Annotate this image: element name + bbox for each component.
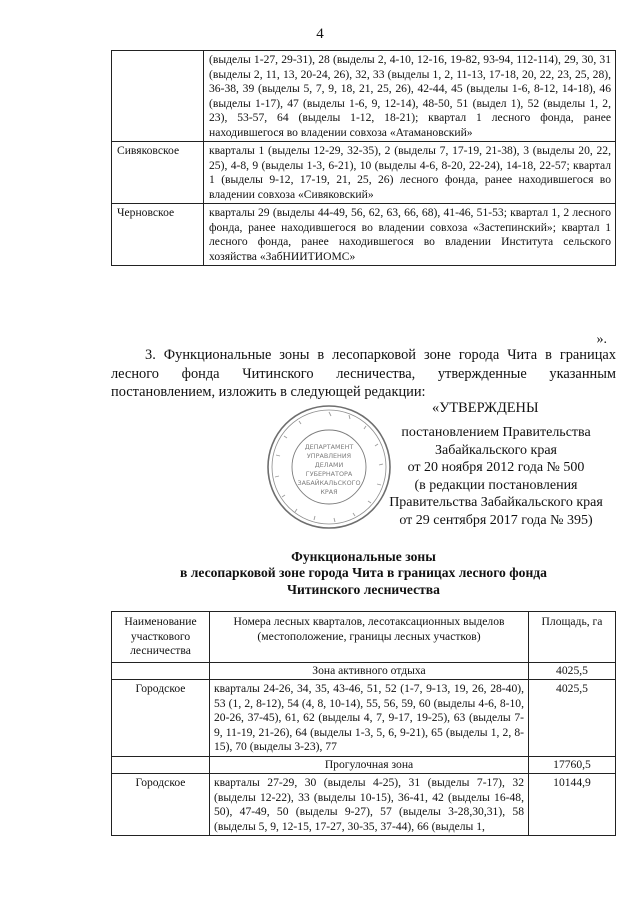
forestry-name-cell xyxy=(112,51,204,142)
amendment-paragraph: 3. Функциональные зоны в лесопарковой зоне города Чита в границах лесного фонда Читинского лесничества, утвержденные указанным постановлением, изложить в следующей редакции: xyxy=(111,347,616,400)
approval-line: постановлением Правительства xyxy=(401,425,591,440)
zone-heading-row xyxy=(112,662,616,680)
approval-line: Забайкальского края xyxy=(434,442,557,458)
zone-label: Зона активного отдыха xyxy=(210,662,529,680)
area-cell: 10144,9 xyxy=(529,774,616,836)
empty-cell xyxy=(112,662,210,680)
area-cell: 4025,5 xyxy=(529,680,616,757)
approval-line: Правительства Забайкальского края xyxy=(389,495,603,510)
column-header-quarters: Номера лесных кварталов, лесотаксационных выделов (местоположение, границы лесных участков) xyxy=(210,612,529,663)
zone-area: 17760,5 xyxy=(529,756,616,774)
table-row xyxy=(112,51,616,142)
zone-label: Прогулочная зона xyxy=(210,756,529,774)
title-line: в лесопарковой зоне города Чита в границах лесного фонда xyxy=(180,565,547,581)
column-header-area: Площадь, га xyxy=(529,612,616,663)
quarters-description-cell: (выделы 1-27, 29-31), 28 (выделы 2, 4-10, 12-16, 19-82, 93-94, 112-114), 29, 30, 31 (выделы 2, 11, 13, 20-24, 26), 32, 33 (выделы 1, 2, 11-13, 17-18, 20, 22, 23, 25, 28), 36-38, 39 (выделы 5, 7, 9, 18, 21, 25, 26), 42-44, 45 (выделы 1-6, 8-12, 14-18), 46 (выделы 1-17), 47 (выделы 1-6, 9, 12-14), 48-50, 51 (выдел 1), 52 (выделы 1, 2, 23), 53-57, 64 (выделы 1-12, 18-21); квартал 1 лесного фонда, ранее находившегося во владении совхоза «Атамановский» xyxy=(204,51,616,142)
continuation-table xyxy=(111,50,616,266)
seal-line: ДЕПАРТАМЕНТ xyxy=(304,443,354,451)
table-row xyxy=(112,142,616,204)
title-line: Читинского лесничества xyxy=(287,581,440,597)
table-row xyxy=(112,204,616,266)
forestry-name-cell: Сивяковское xyxy=(112,142,204,204)
quarters-description-cell: кварталы 29 (выделы 44-49, 56, 62, 63, 66, 68), 41-46, 51-53; квартал 1, 2 лесного фонда, ранее находившегося во владении совхоза «Застепинский»; квартал 1 лесного фонда, ранее находившегося во владении Института сельского хозяйства «ЗабНИИТИОМС» xyxy=(204,204,616,266)
page-number: 4 xyxy=(316,26,324,42)
table-header-row xyxy=(112,612,616,663)
quarters-description-cell: кварталы 27-29, 30 (выделы 4-25), 31 (выделы 7-17), 32 (выделы 12-22), 33 (выделы 10-15), 36-41, 42 (выделы 16-48, 50), 47-49, 50 (выделы 9-27), 57 (выделы 3-28,30,31), 58 (выделы 5, 9, 12-15, 17-27, 30-35, 37-44), 66 (выделы 1, xyxy=(210,774,529,836)
approval-line: (в редакции постановления xyxy=(414,477,578,493)
approval-line: от 20 ноября 2012 года № 500 xyxy=(407,460,585,475)
document-title xyxy=(111,549,616,598)
closing-quote: ». xyxy=(596,332,607,347)
zone-area: 4025,5 xyxy=(529,662,616,680)
quarters-description-cell: кварталы 1 (выделы 12-29, 32-35), 2 (выделы 7, 17-19, 21-38), 3 (выделы 20, 22, 25), 4-8, 9 (выделы 1-3, 6-21), 10 (выделы 4-6, 8-20, 22-24), 14-18, 22-57; квартал 1 (выделы 9-12, 17-19, 21, 25, 26) лесного фонда, ранее находившегося во владении совхоза «Сивяковский» xyxy=(204,142,616,204)
title-line: Функциональные зоны xyxy=(291,549,436,564)
seal-line: ДЕЛАМИ xyxy=(314,461,344,469)
zone-heading-row xyxy=(112,756,616,774)
seal-line: КРАЯ xyxy=(320,488,338,496)
empty-cell xyxy=(112,756,210,774)
department-seal xyxy=(264,402,394,532)
forestry-name-cell: Городское xyxy=(112,774,210,836)
seal-line: ГУБЕРНАТОРА xyxy=(305,470,353,478)
approval-line: от 29 сентября 2017 года № 395) xyxy=(399,512,593,528)
forestry-name-cell: Городское xyxy=(112,680,210,757)
approval-block xyxy=(380,424,612,529)
quarters-description-cell: кварталы 24-26, 34, 35, 43-46, 51, 52 (1-7, 9-13, 19, 26, 28-40), 53 (1, 2, 8-12), 54 (4, 8, 10-14), 55, 56, 59, 60 (выделы 4-6, 8-10, 20-26, 37-45), 61, 62 (выделы 4, 7, 9-17, 19-25), 63 (выделы 7-9, 11-19, 21-26), 64 (выделы 1-3, 5, 6, 9-21), 65 (выделы 1, 2, 8-15), 70 (выделы 3-23), 77 xyxy=(210,680,529,757)
approved-heading: «УТВЕРЖДЕНЫ xyxy=(432,400,539,416)
table-row xyxy=(112,774,616,836)
table-row xyxy=(112,680,616,757)
seal-line: УПРАВЛЕНИЯ xyxy=(306,452,352,460)
column-header-forestry: Наименование участкового лесничества xyxy=(112,612,210,663)
seal-line: ЗАБАЙКАЛЬСКОГО xyxy=(297,479,361,487)
forestry-name-cell: Черновское xyxy=(112,204,204,266)
zones-table xyxy=(111,611,616,836)
